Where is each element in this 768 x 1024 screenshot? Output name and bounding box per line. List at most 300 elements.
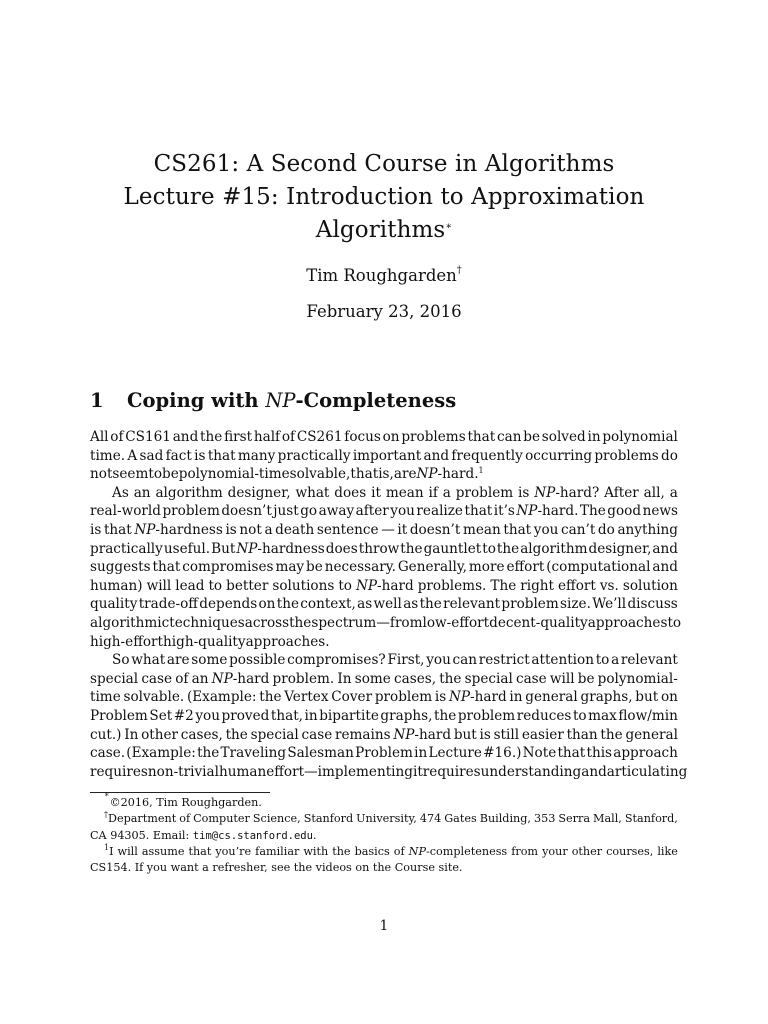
word: solvable. xyxy=(123,689,185,706)
word: to xyxy=(482,540,496,557)
word: special xyxy=(90,670,139,687)
word: doesn’t xyxy=(221,503,272,520)
word: it’s xyxy=(493,503,515,520)
word: But xyxy=(211,540,236,557)
word: right xyxy=(520,577,555,594)
word: practically xyxy=(90,540,163,557)
title-line-3-text: Algorithms xyxy=(315,217,446,243)
word: the xyxy=(600,726,623,743)
word: to xyxy=(595,652,610,669)
word: will xyxy=(146,577,172,594)
word: like xyxy=(657,844,678,858)
word: mean xyxy=(462,521,501,538)
word: you xyxy=(426,652,451,669)
word: restrict xyxy=(478,652,530,669)
footnote-author-text-2: CA 94305. Email: xyxy=(90,828,190,842)
word: discuss xyxy=(627,596,678,613)
word: Set xyxy=(149,707,173,724)
word: Serra xyxy=(558,812,591,826)
word: requires xyxy=(90,763,148,780)
word: We’ll xyxy=(592,596,627,613)
word: sentence xyxy=(316,521,379,538)
footnote-title-mark: ∗ xyxy=(104,790,110,799)
word: are xyxy=(393,466,417,483)
date: February 23, 2016 xyxy=(306,302,462,321)
word: is xyxy=(90,521,102,538)
footnote-author-mark: † xyxy=(104,810,108,820)
word: it xyxy=(412,763,423,780)
email-link[interactable]: tim@cs.stanford.edu xyxy=(192,829,313,842)
word: be xyxy=(162,466,179,483)
word: as xyxy=(403,596,419,613)
word: depends xyxy=(199,596,258,613)
paragraph-line xyxy=(90,577,678,596)
word: problems. xyxy=(417,577,487,594)
word: to xyxy=(667,614,682,631)
word: University, xyxy=(356,812,417,826)
word: are xyxy=(166,652,190,669)
word: NP-hard xyxy=(448,689,507,706)
word: problem xyxy=(455,484,514,501)
word: anything xyxy=(617,521,678,538)
word: compromises xyxy=(182,559,274,576)
word: Problem xyxy=(355,745,413,762)
word: context, xyxy=(300,596,356,613)
word: implementing xyxy=(317,763,413,780)
word: an xyxy=(191,670,209,687)
word: case. xyxy=(90,745,126,762)
footnote-1-line-1 xyxy=(90,844,678,860)
word: the xyxy=(259,689,282,706)
word: $^1$I xyxy=(104,842,114,858)
word: necessary. xyxy=(324,559,396,576)
word: not xyxy=(239,521,262,538)
word: problem xyxy=(457,707,516,724)
paragraph-line xyxy=(90,502,678,521)
word: the xyxy=(225,726,248,743)
body-text xyxy=(90,428,688,781)
word: Stanford xyxy=(303,812,354,826)
word: seem xyxy=(112,466,149,483)
word: time. xyxy=(90,447,126,464)
word: news xyxy=(642,503,678,520)
word: bipartite xyxy=(319,707,379,724)
word: general xyxy=(625,726,678,743)
word: is xyxy=(194,447,206,464)
word: is xyxy=(434,689,447,706)
paragraph-line xyxy=(90,744,678,763)
footnote-author-line-2 xyxy=(90,828,678,844)
paragraph-line xyxy=(90,521,678,540)
section-heading xyxy=(90,388,456,414)
word: easier xyxy=(521,726,564,743)
word: Traveling xyxy=(220,745,287,762)
word: case xyxy=(301,726,333,743)
word: problems xyxy=(594,447,659,464)
section-title-pre: Coping with xyxy=(127,389,266,412)
word: attention xyxy=(531,652,594,669)
word: size. xyxy=(560,596,591,613)
word: well xyxy=(373,596,402,613)
word: vs. xyxy=(599,577,619,594)
word: it xyxy=(371,484,381,501)
word: effort xyxy=(558,577,596,594)
word: requires xyxy=(422,763,481,780)
word: As xyxy=(112,484,129,501)
word: flow/min xyxy=(618,707,678,724)
word: special xyxy=(250,726,299,743)
word: effort xyxy=(266,763,305,780)
word: compromises? xyxy=(287,652,386,669)
word: can xyxy=(452,652,478,669)
word: (Example: xyxy=(186,689,257,706)
word: other xyxy=(141,726,179,743)
word: special xyxy=(464,670,513,687)
word: cut.) xyxy=(90,726,122,743)
footnote-1-mark: 1 xyxy=(104,842,110,852)
word: problem xyxy=(162,503,220,520)
footnote-1-content xyxy=(104,844,678,860)
word: the xyxy=(200,429,223,445)
page-number: 1 xyxy=(379,918,389,934)
word: — xyxy=(381,521,395,538)
footnote-author-content xyxy=(104,811,678,827)
word: NP-hard xyxy=(356,577,414,594)
word: decent-quality xyxy=(489,614,588,631)
paragraph-line xyxy=(90,670,678,689)
paragraph-line xyxy=(90,651,678,670)
word: Lecture xyxy=(428,745,482,762)
word: NP-hard. xyxy=(516,503,579,520)
word: on xyxy=(660,689,678,706)
word: that xyxy=(188,844,212,858)
word: the xyxy=(439,670,462,687)
word: graphs, xyxy=(580,689,633,706)
word: a xyxy=(669,484,678,501)
word: effort xyxy=(506,559,545,576)
word: you xyxy=(195,707,220,724)
word: †Department xyxy=(104,810,177,826)
word: the xyxy=(332,844,351,858)
word: Computer xyxy=(193,812,250,826)
word: designer, xyxy=(227,484,291,501)
word: #16.) xyxy=(483,745,522,762)
word: that xyxy=(467,429,496,445)
word: All xyxy=(90,429,109,445)
word: do xyxy=(597,521,615,538)
word: to xyxy=(208,577,223,594)
word: in xyxy=(587,429,601,445)
word: In xyxy=(337,670,352,687)
word: important xyxy=(352,447,422,464)
word: spectrum xyxy=(311,614,377,631)
word: Stanford, xyxy=(624,812,678,826)
word: the xyxy=(434,707,457,724)
word: be xyxy=(577,670,595,687)
word: assume xyxy=(141,844,185,858)
word: that xyxy=(207,447,236,464)
word: but xyxy=(453,726,477,743)
word: in xyxy=(304,707,318,724)
title-line-2: Lecture #15: Introduction to Approximation xyxy=(123,184,645,210)
word: max xyxy=(588,707,617,724)
word: of xyxy=(393,844,405,858)
word: still xyxy=(493,726,520,743)
paragraph-line xyxy=(90,558,678,577)
word: go xyxy=(300,503,318,520)
word: that xyxy=(557,745,586,762)
word: designer, xyxy=(588,540,652,557)
word: it xyxy=(397,521,408,538)
paragraph-line xyxy=(90,614,682,633)
word: this xyxy=(586,745,613,762)
word: do xyxy=(661,447,678,464)
word: of xyxy=(110,429,124,445)
word: that xyxy=(503,521,532,538)
word: time xyxy=(90,689,121,706)
word: NP-hardness xyxy=(236,540,325,557)
word: — xyxy=(304,763,318,780)
word: you’re xyxy=(215,844,252,858)
word: is xyxy=(225,521,237,538)
word: in xyxy=(509,689,523,706)
word: Cover xyxy=(331,689,373,706)
word: solution xyxy=(622,577,678,594)
paragraph-line xyxy=(90,540,678,559)
word: on xyxy=(382,429,400,445)
word: human xyxy=(218,763,267,780)
word: articulating xyxy=(606,763,688,780)
footnote-title-text: ©2016, Tim Roughgarden. xyxy=(109,796,262,809)
word: and xyxy=(423,447,450,464)
word: all, xyxy=(643,484,665,501)
word: a xyxy=(442,484,451,501)
word: be xyxy=(523,429,541,445)
word: that xyxy=(350,466,379,483)
word: CS161 xyxy=(125,429,171,445)
word: practically xyxy=(277,447,351,464)
word: 353 xyxy=(533,812,556,826)
word: After xyxy=(604,484,639,501)
word: reduces xyxy=(516,707,572,724)
word: Vertex xyxy=(284,689,329,706)
word: what xyxy=(131,652,166,669)
word: to xyxy=(148,466,163,483)
word: the xyxy=(276,596,299,613)
word: the xyxy=(289,614,312,631)
word: problem xyxy=(374,689,433,706)
footnote-title xyxy=(90,790,678,811)
word: NP-hard xyxy=(393,726,452,743)
word: sad xyxy=(139,447,164,464)
word: from xyxy=(389,614,423,631)
word: First, xyxy=(387,652,425,669)
word: Gates xyxy=(444,812,477,826)
word: NP-hardness xyxy=(134,521,223,538)
word: with xyxy=(303,844,329,858)
word: a xyxy=(611,652,620,669)
word: polynomial-time xyxy=(178,466,290,483)
word: that xyxy=(152,559,181,576)
word: can’t xyxy=(561,521,596,538)
word: Salesman xyxy=(287,745,354,762)
paragraph-line xyxy=(90,688,678,707)
word: approaches xyxy=(587,614,668,631)
word: more xyxy=(468,559,505,576)
word: case xyxy=(141,670,173,687)
word: and xyxy=(172,429,199,445)
word: cases, xyxy=(180,726,223,743)
paragraph-line xyxy=(90,484,678,503)
word: after xyxy=(355,503,389,520)
word: The xyxy=(490,577,517,594)
word: in xyxy=(414,745,428,762)
paragraph-3 xyxy=(90,651,688,781)
word: 474 xyxy=(419,812,442,826)
word: high-quality xyxy=(163,633,246,650)
word: possible xyxy=(229,652,286,669)
word: first xyxy=(224,429,253,445)
word: So xyxy=(112,652,130,669)
word: a xyxy=(264,521,273,538)
section-title-np: NP xyxy=(265,389,296,412)
word: occurring xyxy=(525,447,593,464)
word: that xyxy=(464,503,493,520)
word: Note xyxy=(522,745,557,762)
word: real-world xyxy=(90,503,161,520)
author xyxy=(90,265,678,287)
word: across xyxy=(244,614,290,631)
paragraph-line xyxy=(90,428,678,447)
word: will xyxy=(117,844,138,858)
word: death xyxy=(275,521,315,538)
paragraph-line xyxy=(90,633,678,652)
word: does xyxy=(334,484,367,501)
word: high-effort xyxy=(90,633,164,650)
paragraph-1 xyxy=(90,428,678,484)
word: will xyxy=(549,670,575,687)
word: problems xyxy=(401,429,466,445)
footnote-1-line-2: CS154. If you want a refresher, see the videos on the Course site. xyxy=(90,861,463,875)
word: gauntlet xyxy=(423,540,482,557)
author-name: Tim Roughgarden xyxy=(306,266,457,285)
word: and xyxy=(581,763,607,780)
word: solutions xyxy=(272,577,335,594)
word: useful. xyxy=(163,540,211,557)
word: human) xyxy=(90,577,143,594)
word: the xyxy=(496,540,520,557)
word: approach xyxy=(613,745,678,762)
word: relevant xyxy=(620,652,678,669)
word: problem. xyxy=(272,670,335,687)
word: polynomial- xyxy=(597,670,678,687)
word: polynomial xyxy=(602,429,678,445)
author-footnote-mark: † xyxy=(456,265,462,276)
word: what xyxy=(295,484,330,501)
footnote-author-line-1 xyxy=(90,811,678,827)
word: In xyxy=(124,726,139,743)
footnotes xyxy=(90,790,678,876)
word: basics xyxy=(354,844,390,858)
word: Problem xyxy=(90,707,148,724)
word: (computational xyxy=(546,559,651,576)
paragraph-line xyxy=(90,726,678,745)
paragraph-line xyxy=(90,707,678,726)
word: Mall, xyxy=(593,812,622,826)
word: non-trivial xyxy=(147,763,219,780)
word: quality xyxy=(90,596,138,613)
word: Generally, xyxy=(397,559,468,576)
word: The xyxy=(579,503,606,520)
word: NP-hard? xyxy=(534,484,600,501)
word: relevant xyxy=(443,596,501,613)
word: your xyxy=(542,844,568,858)
word: you xyxy=(533,521,559,538)
word: Science, xyxy=(252,812,301,826)
word: doesn’t xyxy=(409,521,461,538)
word: is xyxy=(518,484,530,501)
word: you xyxy=(390,503,415,520)
word: away xyxy=(318,503,355,520)
word: approaches. xyxy=(245,633,330,650)
word: focus xyxy=(344,429,381,445)
word: an xyxy=(133,484,151,501)
word: mean xyxy=(385,484,424,501)
word: can xyxy=(497,429,522,445)
title-footnote-mark: ∗ xyxy=(445,221,453,232)
word: algorithm xyxy=(520,540,588,557)
word: than xyxy=(566,726,598,743)
word: that xyxy=(103,521,132,538)
title-line-1: CS261: A Second Course in Algorithms xyxy=(153,151,615,177)
word: the xyxy=(419,596,442,613)
word: half xyxy=(253,429,281,445)
word: other xyxy=(571,844,603,858)
word: problem xyxy=(501,596,559,613)
word: better xyxy=(226,577,269,594)
word: CS261 xyxy=(296,429,343,445)
word: A xyxy=(127,447,138,464)
word: and xyxy=(652,540,678,557)
word: lead xyxy=(175,577,205,594)
section-title xyxy=(127,389,456,412)
section-title-post: -Completeness xyxy=(295,389,457,412)
title-line-3 xyxy=(90,214,678,247)
word: good xyxy=(607,503,642,520)
word: #2 xyxy=(173,707,194,724)
word: the xyxy=(197,745,220,762)
word: proved xyxy=(221,707,270,724)
word: remains xyxy=(335,726,391,743)
paragraph-line xyxy=(90,465,678,484)
word: solvable, xyxy=(289,466,351,483)
word: algorithm xyxy=(155,484,223,501)
word: and xyxy=(652,559,678,576)
paragraph-line xyxy=(90,763,688,782)
word: cases, xyxy=(394,670,437,687)
section-number: 1 xyxy=(90,389,104,412)
word: techniques xyxy=(169,614,245,631)
word: is xyxy=(479,726,491,743)
word: may xyxy=(275,559,305,576)
word: realize xyxy=(416,503,463,520)
word: (Example: xyxy=(126,745,196,762)
word: to xyxy=(338,577,352,594)
word: some xyxy=(191,652,228,669)
word: the xyxy=(400,540,423,557)
word: low-effort xyxy=(422,614,490,631)
word: some xyxy=(354,670,391,687)
